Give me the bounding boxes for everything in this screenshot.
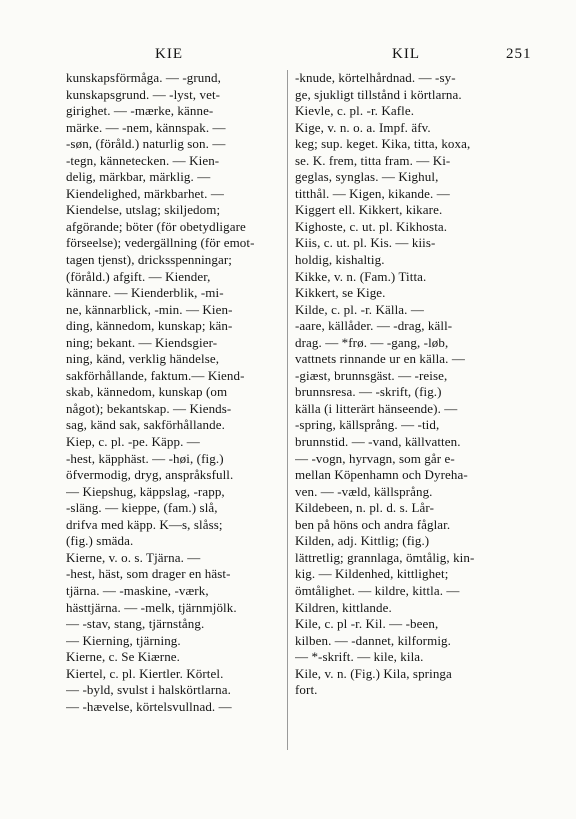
entry-line: Kige, v. n. o. a. Impf. äfv. <box>295 119 431 135</box>
entry-line: Kile, v. n. (Fig.) Kila, springa <box>295 665 452 681</box>
entry-line: afgörande; böter (för obetydligare <box>66 218 246 234</box>
entry-line: (föråld.) afgift. — Kiender, <box>66 268 211 284</box>
entry-line: Kiggert ell. Kikkert, kikare. <box>295 202 443 218</box>
entry-line: Kikkert, se Kige. <box>295 285 386 301</box>
entry-line: — Kierning, tjärning. <box>66 632 181 648</box>
entry-line: sakförhållande, faktum.— Kiend- <box>66 367 245 383</box>
entry-line: Kierne, v. o. s. Tjärna. — <box>66 549 201 565</box>
entry-line: Kile, c. pl -r. Kil. — -been, <box>295 616 439 632</box>
entry-line: sag, känd sak, sakförhållande. <box>66 417 225 433</box>
entry-line: kig. — Kildenhed, kittlighet; <box>295 566 449 582</box>
page-number: 251 <box>506 46 532 62</box>
entry-line: vattnets rinnande ur en källa. — <box>295 351 465 367</box>
entry-line: Kievle, c. pl. -r. Kafle. <box>295 103 415 119</box>
column-divider <box>287 70 288 750</box>
entry-line: -släng. — kieppe, (fam.) slå, <box>66 500 218 516</box>
entry-line: ömtålighet. — kildre, kittla. — <box>295 582 460 598</box>
entry-line: drifva med käpp. K—s, slåss; <box>66 516 223 532</box>
entry-line: ven. — -væld, källsprång. <box>295 483 433 499</box>
entry-line: Kighoste, c. ut. pl. Kikhosta. <box>295 218 448 234</box>
entry-line: kilben. — -dannet, kilformig. <box>295 632 451 648</box>
entry-line: öfvermodig, dryg, anspråksfull. <box>66 467 234 483</box>
entry-line: ne, kännarblick, -min. — Kien- <box>66 301 233 317</box>
page-header <box>0 46 576 66</box>
entry-line: girighet. — -mærke, känne- <box>66 103 214 119</box>
entry-line: -søn, (föråld.) naturlig son. — <box>66 136 226 152</box>
entry-line: geglas, synglas. — Kighul, <box>295 169 439 185</box>
entry-line: kunskapsförmåga. — -grund, <box>66 70 221 85</box>
entry-line: något); bekantskap. — Kiends- <box>66 400 232 416</box>
entry-line: ning; bekant. — Kiendsgier- <box>66 334 218 350</box>
entry-line: förseelse); vedergällning (för emot- <box>66 235 255 251</box>
entry-line: ben på höns och andra fåglar. <box>295 516 451 532</box>
entry-line: — -stav, stang, tjärnstång. <box>66 616 205 632</box>
entry-line: Kiis, c. ut. pl. Kis. — kiis- <box>295 235 436 251</box>
entry-line: tjärna. — -maskine, -værk, <box>66 582 209 598</box>
right-column <box>295 70 507 699</box>
entry-line: kännare. — Kienderblik, -mi- <box>66 285 224 301</box>
entry-line: Kilden, adj. Kittlig; (fig.) <box>295 533 430 549</box>
entry-line: -spring, källsprång. — -tid, <box>295 417 440 433</box>
entry-line: drag. — *frø. — -gang, -løb, <box>295 334 449 350</box>
entry-line: skab, kännedom, kunskap (om <box>66 384 228 400</box>
entry-line: Kildren, kittlande. <box>295 599 392 615</box>
entry-line: delig, märkbar, märklig. — <box>66 169 211 185</box>
entry-line: källa (i litterärt hänseende). — <box>295 400 458 416</box>
entry-line: fort. <box>295 682 318 698</box>
entry-line: ning, känd, verklig händelse, <box>66 351 220 367</box>
entry-line: -knude, körtelhårdnad. — -sy- <box>295 70 456 85</box>
entry-line: — -byld, svulst i halskörtlarna. <box>66 682 231 698</box>
entry-line: se. K. frem, titta fram. — Ki- <box>295 152 451 168</box>
left-guide-word: KIE <box>155 46 183 62</box>
entry-line: Kiertel, c. pl. Kiertler. Körtel. <box>66 665 224 681</box>
entry-line: Kildebeen, n. pl. d. s. Lår- <box>295 500 435 516</box>
entry-line: Kilde, c. pl. -r. Källa. — <box>295 301 424 317</box>
entry-line: -giæst, brunnsgäst. — -reise, <box>295 367 448 383</box>
entry-line: tagen tjenst), dricksspenningar; <box>66 252 233 268</box>
entry-line: Kiendelse, utslag; skiljedom; <box>66 202 221 218</box>
entry-line: holdig, kishaltig. <box>295 252 385 268</box>
entry-line: Kikke, v. n. (Fam.) Titta. <box>295 268 427 284</box>
entry-line: -hest, häst, som drager en häst- <box>66 566 231 582</box>
entry-line: -tegn, kännetecken. — Kien- <box>66 152 220 168</box>
entry-line: keg; sup. keget. Kika, titta, koxa, <box>295 136 471 152</box>
entry-line: ding, kännedom, kunskap; kän- <box>66 318 233 334</box>
entry-line: -hest, käpphäst. — -høi, (fig.) <box>66 450 224 466</box>
entry-line: — *-skrift. — kile, kila. <box>295 649 424 665</box>
entry-line: märke. — -nem, kännspak. — <box>66 119 226 135</box>
entry-line: lättretlig; grannlaga, ömtålig, kin- <box>295 549 475 565</box>
left-column <box>66 70 280 715</box>
entry-line: hästtjärna. — -melk, tjärnmjölk. <box>66 599 237 615</box>
entry-line: — Kiepshug, käppslag, -rapp, <box>66 483 225 499</box>
entry-line: brunnstid. — -vand, källvatten. <box>295 434 461 450</box>
entry-line: mellan Köpenhamn och Dyreha- <box>295 467 468 483</box>
entry-line: Kiep, c. pl. -pe. Käpp. — <box>66 434 200 450</box>
entry-line: Kierne, c. Se Kiærne. <box>66 649 181 665</box>
entry-line: — -vogn, hyrvagn, som går e- <box>295 450 455 466</box>
entry-line: kunskapsgrund. — -lyst, vet- <box>66 86 221 102</box>
entry-line: brunnsresa. — -skrift, (fig.) <box>295 384 442 400</box>
entry-line: -aare, källåder. — -drag, käll- <box>295 318 453 334</box>
right-guide-word: KIL <box>392 46 420 62</box>
entry-line: Kiendelighed, märkbarhet. — <box>66 185 224 201</box>
entry-line: ge, sjukligt tillstånd i körtlarna. <box>295 86 462 102</box>
entry-line: — -hævelse, körtelsvullnad. — <box>66 698 232 714</box>
entry-line: (fig.) smäda. <box>66 533 134 549</box>
entry-line: titthål. — Kigen, kikande. — <box>295 185 450 201</box>
